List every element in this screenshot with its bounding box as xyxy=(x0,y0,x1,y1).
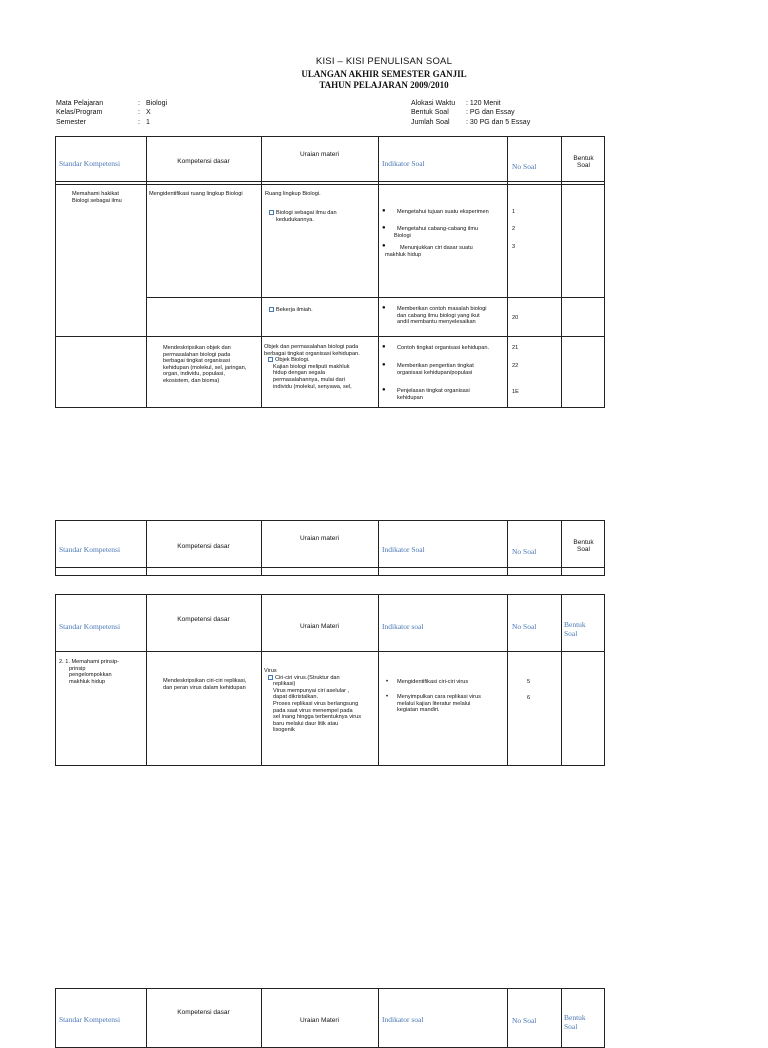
header-no-soal: No Soal xyxy=(512,622,537,631)
header-bentuk: Bentuk Soal xyxy=(564,1013,586,1031)
header-indikator-soal: Indikator soal xyxy=(382,1015,424,1024)
document-title: KISI – KISI PENULISAN SOAL xyxy=(315,56,453,67)
meta-value: Biologi xyxy=(146,100,168,107)
no-soal-value: 1E xyxy=(512,389,519,395)
header-no-soal: No Soal xyxy=(512,162,537,171)
no-soal-value: 1 xyxy=(512,209,516,215)
um-title: Ruang lingkup Biologi. xyxy=(265,191,321,197)
meta-label: Bentuk Soal xyxy=(411,109,449,116)
header-bentuk: Bentuk Soal xyxy=(564,620,586,638)
indikator-item: Penjelasan tingkat organisasi kehidupan xyxy=(397,388,470,401)
checkbox-bullet-icon xyxy=(268,357,273,362)
meta-value: X xyxy=(146,109,151,116)
header-bentuk: Bentuk Soal xyxy=(573,539,594,553)
header-standar-kompetensi: Standar Kompetensi xyxy=(59,1015,121,1024)
header-uraian-materi: Uraian Materi xyxy=(299,623,339,630)
header-bentuk: Bentuk Soal xyxy=(573,155,594,169)
meta-label: Jumlah Soal xyxy=(411,119,450,126)
bullet-icon: • xyxy=(386,679,389,685)
meta-value: : 30 PG dan 5 Essay xyxy=(466,119,531,126)
indikator-item: Memberikan contoh masalah biologi dan cabang ilmu biologi yang ikut andil membantu menyelesaikan xyxy=(397,306,487,326)
header-indikator-soal: Indikator Soal xyxy=(382,159,425,168)
kisi-table-1 xyxy=(55,136,605,408)
meta-colon: : xyxy=(138,109,140,116)
meta-value: 1 xyxy=(146,119,150,126)
header-standar-kompetensi: Standar Kompetensi xyxy=(59,545,121,554)
header-kompetensi-dasar: Kompetensi dasar xyxy=(177,158,230,165)
kd-cell: Mendeskripsikan objek dan permasalahan biologi pada berbagai tingkat organisasi kehidupan (molekul, sel, jaringan, organ, individu, populasi, ekosistem, dan bioma) xyxy=(163,345,247,384)
header-kompetensi-dasar: Kompetensi dasar xyxy=(177,1009,230,1016)
bullet-icon: ● xyxy=(382,208,386,214)
checkbox-bullet-icon xyxy=(269,210,274,215)
checkbox-bullet-icon xyxy=(269,307,274,312)
meta-colon: : xyxy=(138,119,140,126)
header-no-soal: No Soal xyxy=(512,1016,537,1025)
header-indikator-soal: Indikator soal xyxy=(382,622,424,631)
meta-colon: : xyxy=(138,100,140,107)
bullet-icon: ● xyxy=(382,243,386,249)
no-soal-value: 20 xyxy=(512,315,519,321)
meta-value: : 120 Menit xyxy=(466,100,501,107)
header-standar-kompetensi: Standar Kompetensi xyxy=(59,159,121,168)
header-uraian-materi: Uraian Materi xyxy=(299,1017,339,1024)
kd-cell: Mendeskripsikan ciri-ciri replikasi, dan peran virus dalam kehidupan xyxy=(163,678,247,691)
no-soal-value: 21 xyxy=(512,345,519,351)
checkbox-bullet-icon xyxy=(268,675,273,680)
indikator-item: Memberikan pengertian tingkat organisasi kehidupan/populasi xyxy=(397,363,474,376)
kd-cell: Mengidentifikasi ruang lingkup Biologi xyxy=(149,191,243,197)
no-soal-value: 5 xyxy=(527,679,531,685)
meta-label: Kelas/Program xyxy=(56,109,103,116)
bullet-icon: ● xyxy=(382,387,386,393)
sk-cell: 2. 1. Memahami prinsip- prinsip pengelompokkan makhluk hidup xyxy=(59,659,119,685)
no-soal-value: 6 xyxy=(527,695,531,701)
sk-cell: Memahami hakikat Biologi sebagai ilmu xyxy=(72,191,122,204)
indikator-item: Menunjukkan ciri dasar suatu makhluk hidup xyxy=(385,245,473,258)
bullet-icon: ● xyxy=(382,225,386,231)
no-soal-value: 3 xyxy=(512,244,516,250)
header-indikator-soal: Indikator Soal xyxy=(382,545,425,554)
header-uraian-materi: Uraian materi xyxy=(299,151,339,158)
um-item: Bekerja ilmiah. xyxy=(269,307,313,314)
meta-label: Semester xyxy=(56,119,86,126)
no-soal-value: 2 xyxy=(512,226,516,232)
kisi-table-3 xyxy=(55,594,605,766)
bullet-icon: • xyxy=(386,694,389,700)
indikator-item: Mengidentifikasi ciri-ciri virus xyxy=(397,679,469,685)
indikator-item: Mengetahui tujuan suatu eksperimen xyxy=(397,209,489,215)
um-cell: Virus Ciri-ciri virus.(Struktur dan replikasi) Virus mempunyai ciri aselular , dapat dikristalkan. Proses replikasi virus berlangsung pada saat virus menempel pada sel inang hingga terbentuknya virus baru melalui daur litik atau lisogenik xyxy=(264,668,362,734)
header-kompetensi-dasar: Kompetensi dasar xyxy=(177,543,230,550)
bullet-icon: ● xyxy=(382,362,386,368)
no-soal-value: 22 xyxy=(512,363,519,369)
header-no-soal: No Soal xyxy=(512,547,537,556)
header-uraian-materi: Uraian materi xyxy=(299,535,339,542)
header-kompetensi-dasar: Kompetensi dasar xyxy=(177,616,230,623)
indikator-item: Contoh tingkat organisasi kehidupan. xyxy=(397,345,490,351)
kisi-table-4 xyxy=(55,988,605,1048)
bullet-icon: ● xyxy=(382,344,386,350)
kisi-table-2 xyxy=(55,520,605,576)
document-subtitle-exam: ULANGAN AKHIR SEMESTER GANJIL xyxy=(301,69,467,79)
um-item: Biologi sebagai ilmu dan kedudukannya. xyxy=(269,210,337,223)
um-cell: Objek dan permasalahan biologi pada berbagai tingkat organisasi kehidupan. Objek Biologi. Kajian biologi meliputi makhluk hidup dengan segala permasalahannya, mulai dari individu (molekul, senyawa, sel, xyxy=(264,344,360,390)
indikator-item: Menyimpulkan cara replikasi virus melalui kajian literatur melalui kegiatan mandiri. xyxy=(397,694,481,714)
document-subtitle-year: TAHUN PELAJARAN 2009/2010 xyxy=(319,80,449,90)
meta-label: Alokasi Waktu xyxy=(411,100,456,107)
meta-value: : PG dan Essay xyxy=(466,109,515,116)
indikator-item: Mengetahui cabang-cabang ilmu Biologi xyxy=(394,226,479,239)
header-standar-kompetensi: Standar Kompetensi xyxy=(59,622,121,631)
meta-label: Mata Pelajaran xyxy=(56,100,104,107)
bullet-icon: ● xyxy=(382,305,386,311)
